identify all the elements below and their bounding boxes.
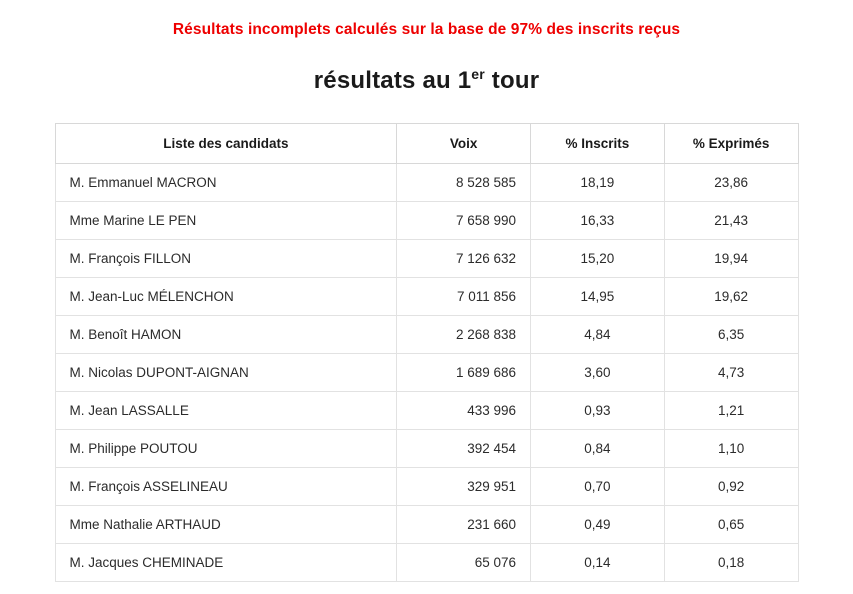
candidate-pct-inscrits: 4,84: [531, 316, 665, 354]
candidate-votes: 7 658 990: [397, 202, 531, 240]
candidate-name: Mme Nathalie ARTHAUD: [55, 506, 397, 544]
page-title-prefix: résultats au 1: [313, 67, 472, 94]
table-row: [55, 202, 798, 240]
candidate-pct-exprimes: 21,43: [664, 202, 798, 240]
results-table-body: [55, 164, 798, 582]
table-row: [55, 544, 798, 582]
candidate-pct-exprimes: 0,65: [664, 506, 798, 544]
column-header-candidates: Liste des candidats: [55, 124, 397, 164]
table-row: [55, 468, 798, 506]
incomplete-results-banner: Résultats incomplets calculés sur la base de 97% des inscrits reçus: [172, 21, 681, 38]
candidate-pct-inscrits: 15,20: [531, 240, 665, 278]
table-row: [55, 392, 798, 430]
candidate-pct-inscrits: 0,84: [531, 430, 665, 468]
candidate-name: M. Emmanuel MACRON: [55, 164, 397, 202]
table-row: [55, 240, 798, 278]
table-row: [55, 430, 798, 468]
candidate-votes: 7 011 856: [397, 278, 531, 316]
candidate-pct-exprimes: 1,10: [664, 430, 798, 468]
candidate-pct-exprimes: 19,94: [664, 240, 798, 278]
page-title-ordinal-suffix: er: [471, 66, 485, 82]
table-row: [55, 316, 798, 354]
candidate-votes: 65 076: [397, 544, 531, 582]
candidate-name: M. Nicolas DUPONT-AIGNAN: [55, 354, 397, 392]
candidate-pct-inscrits: 0,14: [531, 544, 665, 582]
candidate-votes: 392 454: [397, 430, 531, 468]
candidate-pct-exprimes: 0,92: [664, 468, 798, 506]
candidate-votes: 7 126 632: [397, 240, 531, 278]
candidate-pct-inscrits: 0,93: [531, 392, 665, 430]
table-row: [55, 506, 798, 544]
candidate-pct-inscrits: 0,49: [531, 506, 665, 544]
candidate-name: M. Jean-Luc MÉLENCHON: [55, 278, 397, 316]
candidate-pct-exprimes: 0,18: [664, 544, 798, 582]
candidate-pct-inscrits: 14,95: [531, 278, 665, 316]
candidate-name: Mme Marine LE PEN: [55, 202, 397, 240]
candidate-pct-inscrits: 18,19: [531, 164, 665, 202]
page-title-suffix: tour: [484, 67, 540, 94]
candidate-pct-exprimes: 1,21: [664, 392, 798, 430]
candidate-name: M. Philippe POUTOU: [55, 430, 397, 468]
candidate-name: M. Jean LASSALLE: [55, 392, 397, 430]
candidate-pct-inscrits: 16,33: [531, 202, 665, 240]
candidate-votes: 231 660: [397, 506, 531, 544]
candidate-votes: 433 996: [397, 392, 531, 430]
results-table-container: [55, 123, 799, 582]
results-table: [55, 123, 799, 582]
candidate-votes: 8 528 585: [397, 164, 531, 202]
candidate-pct-inscrits: 3,60: [531, 354, 665, 392]
table-row: [55, 278, 798, 316]
column-header-pct-inscrits: % Inscrits: [531, 124, 665, 164]
candidate-pct-exprimes: 4,73: [664, 354, 798, 392]
candidate-pct-exprimes: 6,35: [664, 316, 798, 354]
candidate-name: M. François FILLON: [55, 240, 397, 278]
results-table-head: [55, 124, 798, 164]
column-header-votes: Voix: [397, 124, 531, 164]
candidate-pct-exprimes: 23,86: [664, 164, 798, 202]
candidate-votes: 329 951: [397, 468, 531, 506]
table-header-row: [55, 124, 798, 164]
table-row: [55, 164, 798, 202]
table-row: [55, 354, 798, 392]
candidate-pct-inscrits: 0,70: [531, 468, 665, 506]
candidate-name: M. Jacques CHEMINADE: [55, 544, 397, 582]
candidate-votes: 1 689 686: [397, 354, 531, 392]
column-header-pct-exprimes: % Exprimés: [664, 124, 798, 164]
page-title: [0, 67, 853, 95]
candidate-votes: 2 268 838: [397, 316, 531, 354]
candidate-name: M. Benoît HAMON: [55, 316, 397, 354]
candidate-name: M. François ASSELINEAU: [55, 468, 397, 506]
candidate-pct-exprimes: 19,62: [664, 278, 798, 316]
